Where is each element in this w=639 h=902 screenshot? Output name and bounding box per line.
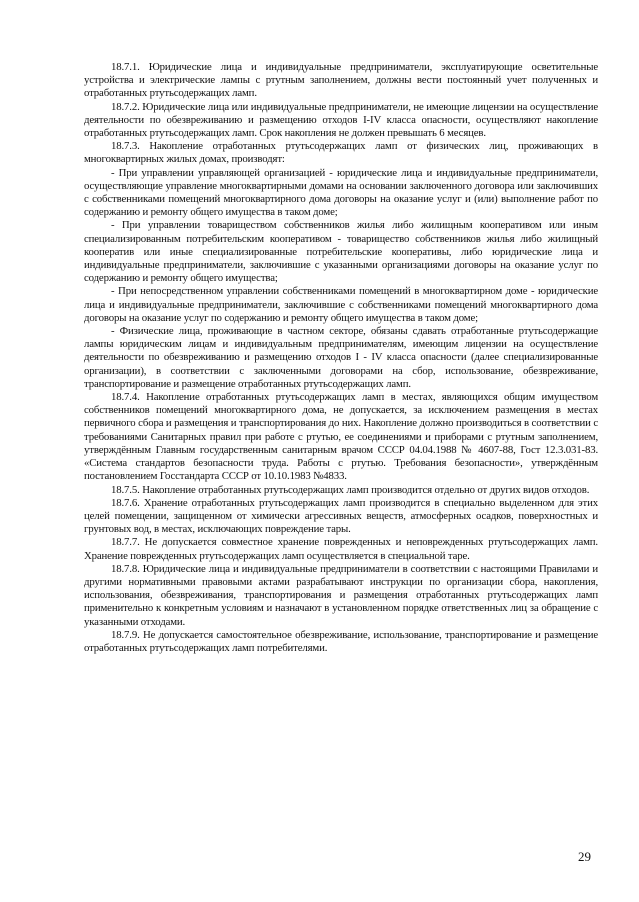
paragraph-18-7-2: 18.7.2. Юридические лица или индивидуальные предприниматели, не имеющие лицензии на осуществление деятельности по обезвреживанию и размещению отходов I-IV класса опасности, осуществляют накопление отработанных ртутьсодержащих ламп. Срок накопления не должен превышать 6 месяцев.: [84, 100, 598, 140]
paragraph-18-7-7: 18.7.7. Не допускается совместное хранение поврежденных и неповрежденных ртутьсодержащих ламп. Хранение поврежденных ртутьсодержащих ламп осуществляется в специальной таре.: [84, 536, 598, 562]
page-number: 29: [578, 849, 591, 864]
paragraph-18-7-3: 18.7.3. Накопление отработанных ртутьсодержащих ламп от физических лиц, проживающих в многоквартирных жилых домах, производят:: [84, 140, 598, 166]
list-item-homeowners-association: - При управлении товариществом собственников жилья либо жилищным кооперативом или иным специализированным потребительским кооперативом - товарищество собственников жилья либо жилищный кооператив или иные специализированные потребительские кооперативы, либо юридические лица и индивидуальные предприниматели, заключившие с указанными организациями договоры на оказание услуг по содержанию и ремонту общего имущества;: [84, 219, 598, 285]
paragraph-18-7-8: 18.7.8. Юридические лица и индивидуальные предприниматели в соответствии с настоящими Правилами и другими нормативными правовыми актами разрабатывают инструкции по организации сбора, накопления, использования, обезвреживания, транспортирования и размещения отработанных ртутьсодержащих ламп применительно к конкретным условиям и назначают в установленном порядке ответственных лиц за обращение с указанными отходами.: [84, 562, 598, 628]
paragraph-18-7-9: 18.7.9. Не допускается самостоятельное обезвреживание, использование, транспортирование и размещение отработанных ртутьсодержащих ламп потребителями.: [84, 628, 598, 654]
list-item-direct-management: - При непосредственном управлении собственниками помещений в многоквартирном доме - юридические лица и индивидуальные предприниматели, заключившие с собственниками помещений многоквартирного дома договоры на оказание услуг по содержанию и ремонту общего имущества в таком доме;: [84, 285, 598, 324]
paragraph-18-7-4: 18.7.4. Накопление отработанных ртутьсодержащих ламп в местах, являющихся общим имуществом собственников помещений многоквартирного дома, не допускается, за исключением размещения в местах первичного сбора и размещения и транспортирования до них. Накопление должно производиться в соответствии с требованиями Санитарных правил при работе с ртутью, ее соединениями и приборами с ртутным заполнением, утверждённым Главным государственным санитарным врачом СССР 04.04.1988 № 4607-88, Гост 12.3.031-83. «Система стандартов безопасности труда. Работы с ртутью. Требования безопасности», утверждённым постановлением Госстандарта СССР от 10.10.1983 №4833.: [84, 391, 598, 483]
list-item-management-company: - При управлении управляющей организацией - юридические лица и индивидуальные предприниматели, осуществляющие управление многоквартирными домами на основании заключенного договора или заключивших с собственниками помещений многоквартирного дома договоры на оказание услуг и (или) выполнение работ по содержанию и ремонту общего имущества в таком доме;: [84, 166, 598, 219]
paragraph-18-7-5: 18.7.5. Накопление отработанных ртутьсодержащих ламп производится отдельно от других видов отходов.: [111, 483, 590, 496]
list-item-private-sector: - Физические лица, проживающие в частном секторе, обязаны сдавать отработанные ртутьсодержащие лампы юридическим лицам и индивидуальным предпринимателям, имеющим лицензии на осуществление деятельности по обезвреживанию и размещению отходов I - IV класса опасности (далее специализированные организации), в соответствии с заключенными договорами на сбор, использование, обезвреживание, транспортирование и размещение отработанных ртутьсодержащих ламп.: [84, 325, 598, 390]
paragraph-18-7-1: 18.7.1. Юридические лица и индивидуальные предприниматели, эксплуатирующие осветительные устройства и электрические лампы с ртутным заполнением, должны вести постоянный учет полученных и отработанных ртутьсодержащих ламп.: [84, 61, 598, 100]
document-page: [84, 61, 598, 655]
paragraph-18-7-6: 18.7.6. Хранение отработанных ртутьсодержащих ламп производится в специально выделенном для этих целей помещении, защищенном от химически агрессивных веществ, атмосферных осадков, поверхностных и грунтовых вод, в местах, исключающих повреждение тары.: [84, 496, 598, 536]
